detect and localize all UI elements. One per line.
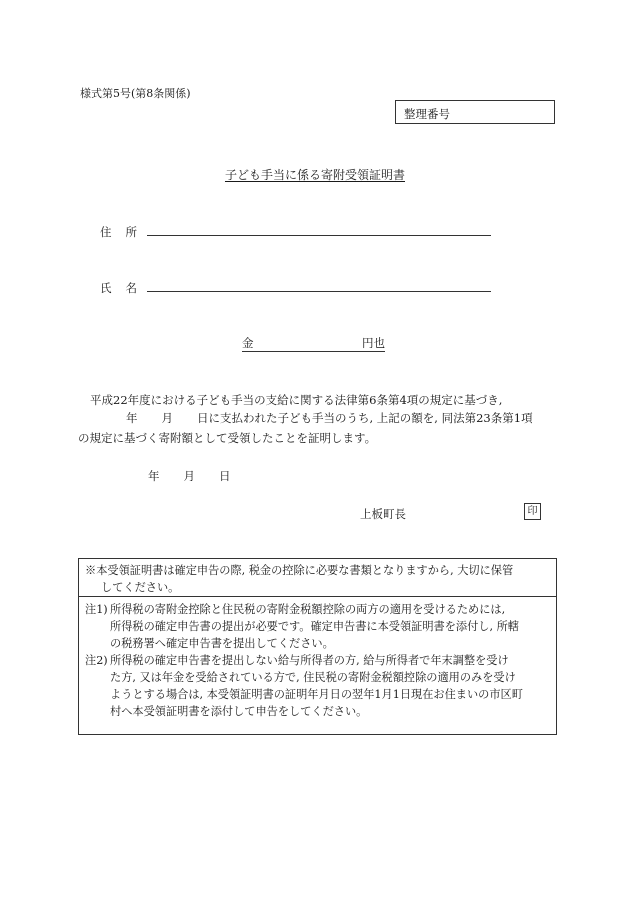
reference-number-label: 整理番号 <box>404 107 450 121</box>
amount-prefix: 金 <box>242 336 254 350</box>
date-day: 日 <box>219 469 231 483</box>
document-title-text: 子ども手当に係る寄附受領証明書 <box>224 168 405 182</box>
amount-field <box>242 335 385 352</box>
note-1-line-3: の税務署へ確定申告書を提出してください。 <box>110 637 334 650</box>
note-2-line-1: 所得税の確定申告書を提出しない給与所得者の方, 給与所得者で年末調整を受け <box>110 654 509 667</box>
seal-mark: 印 <box>524 503 541 520</box>
issuer-title: 上板町長 <box>360 507 406 521</box>
note-2-mark: 注2) <box>85 654 108 667</box>
body-line-3: の規定に基づく寄附額として受領したことを証明します。 <box>78 431 377 445</box>
name-label: 氏名 <box>100 281 151 295</box>
body-line-1: 平成22年度における子ども手当の支給に関する法律第6条第4項の規定に基づき, <box>90 393 503 407</box>
amount-suffix: 円也 <box>362 336 385 350</box>
reference-number-box <box>395 100 555 124</box>
note-1-line-2: 所得税の確定申告書の提出が必要です。確定申告書に本受領証明書を添付し, 所轄 <box>110 620 519 633</box>
note-1-mark: 注1) <box>85 603 108 616</box>
issue-date <box>148 468 231 484</box>
address-label: 住所 <box>100 225 151 239</box>
note-1-line-1: 所得税の寄附金控除と住民税の寄附金税額控除の両方の適用を受けるためには, <box>110 603 506 616</box>
body-year: 年 <box>126 411 138 425</box>
form-number: 様式第5号(第8条関係) <box>80 87 191 100</box>
notice-line-2: してください。 <box>101 581 180 594</box>
body-day-text: 日に支払われた子ども手当のうち, 上記の額を, 同法第23条第1項 <box>197 411 533 425</box>
body-line-2 <box>78 410 558 426</box>
notice <box>79 559 556 597</box>
note-1 <box>85 601 550 652</box>
notice-line-1: ※本受領証明書は確定申告の際, 税金の控除に必要な書類となりますから, 大切に保管 <box>85 564 514 577</box>
notes-box <box>78 558 557 735</box>
document-title <box>0 166 630 183</box>
note-2 <box>85 652 550 720</box>
note-2-line-3: ようとする場合は, 本受領証明書の証明年月日の翌年1月1日現在お住まいの市区町 <box>110 688 523 701</box>
notes-list <box>79 598 556 723</box>
date-month: 月 <box>183 469 195 483</box>
note-2-line-4: 村へ本受領証明書を添付して申告をしてください。 <box>110 705 368 718</box>
note-2-line-2: た方, 又は年金を受給されている方で, 住民税の寄附金税額控除の適用のみを受け <box>110 671 516 684</box>
body-month: 月 <box>161 411 173 425</box>
date-year: 年 <box>148 469 160 483</box>
address-line <box>147 235 491 236</box>
name-line <box>147 291 491 292</box>
